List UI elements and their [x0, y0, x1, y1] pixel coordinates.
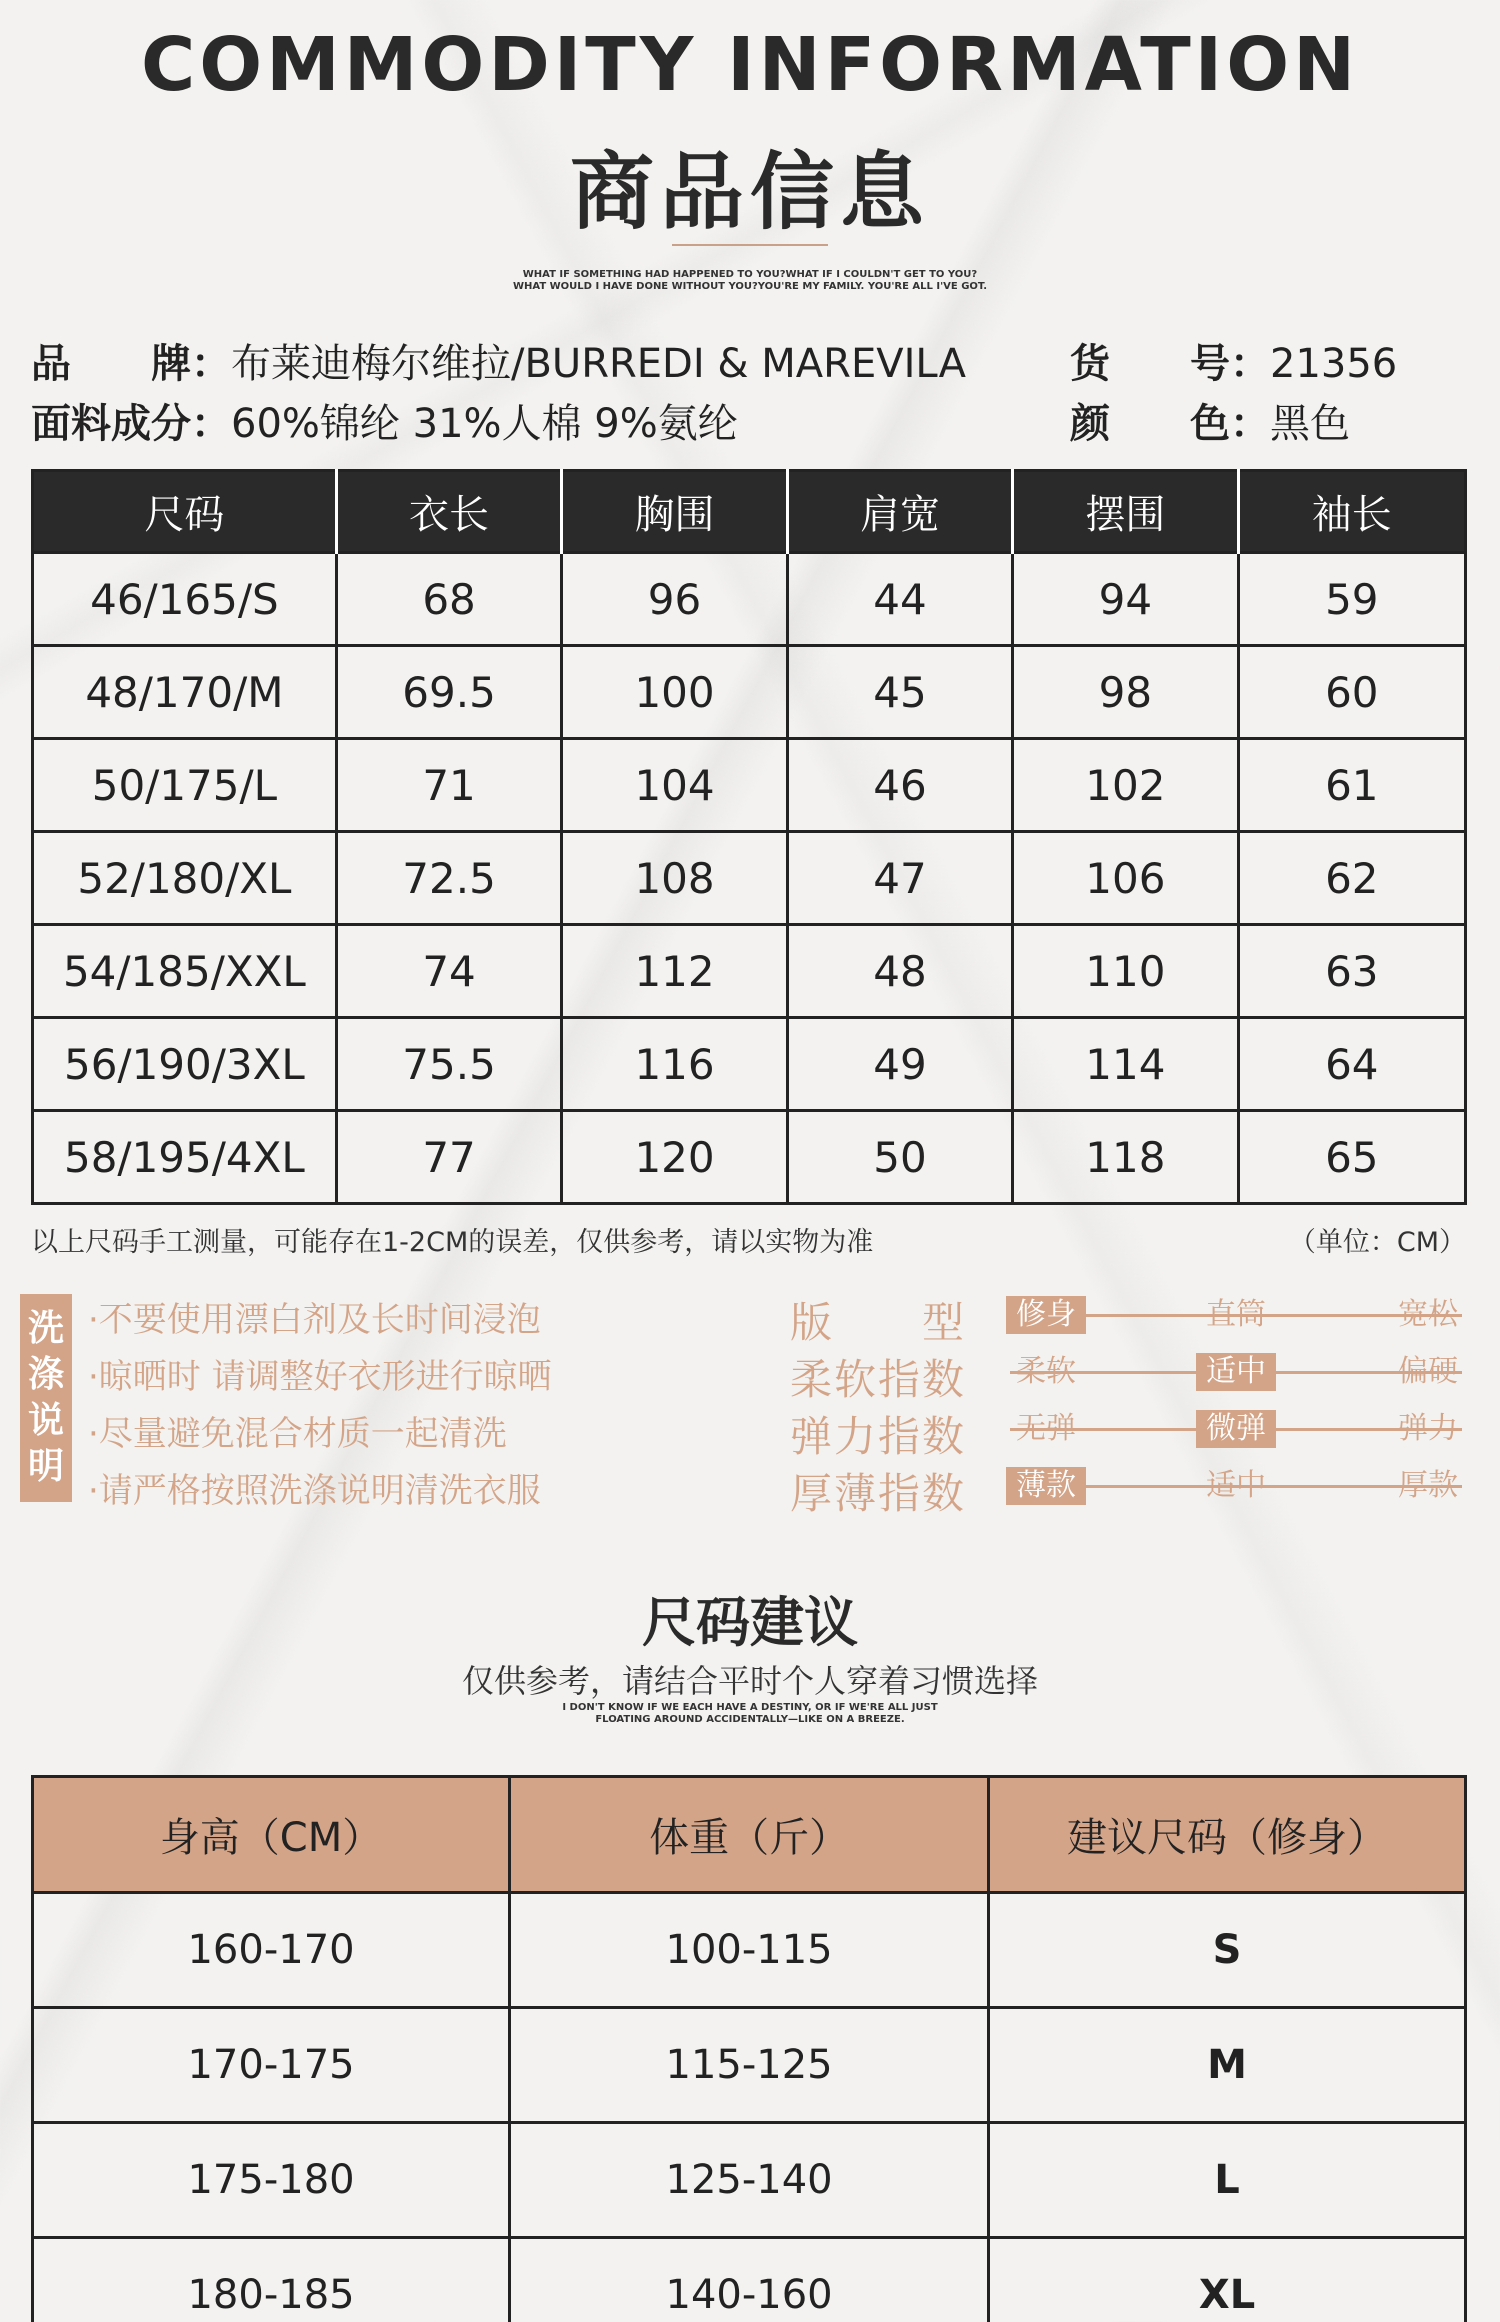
index-option: 厚款 — [1398, 1468, 1458, 1503]
fabric-label: 面料成分： — [31, 401, 231, 447]
cell-hem: 114 — [1013, 1018, 1238, 1111]
cell-shoulder: 45 — [787, 646, 1012, 739]
cell-size: 52/180/XL — [33, 832, 337, 925]
cell-weight: 100-115 — [510, 1893, 989, 2008]
cell-height: 160-170 — [33, 1893, 510, 2008]
brand-value: 布莱迪梅尔维拉/BURREDI & MAREVILA — [231, 341, 966, 387]
cell-shoulder: 46 — [787, 739, 1012, 832]
color-row — [1070, 392, 1350, 449]
cell-size: 56/190/3XL — [33, 1018, 337, 1111]
index-label-elasticity: 弹力指数 — [790, 1412, 967, 1461]
cell-chest: 120 — [562, 1111, 787, 1204]
index-option: 适中 — [1206, 1468, 1266, 1503]
cell-weight: 115-125 — [510, 2008, 989, 2123]
header-shoulder: 肩宽 — [787, 471, 1012, 553]
size-table-header — [33, 471, 1466, 553]
table-row — [33, 739, 1466, 832]
cell-weight: 125-140 — [510, 2123, 989, 2238]
cell-length: 75.5 — [336, 1018, 562, 1111]
cell-height: 175-180 — [33, 2123, 510, 2238]
suggestion-subtitle: 仅供参考，请结合平时个人穿着习惯选择 — [461, 1662, 1038, 1700]
index-label-softness: 柔软指数 — [790, 1355, 967, 1404]
cell-length: 74 — [336, 925, 562, 1018]
index-option: 柔软 — [1016, 1354, 1076, 1389]
measurement-note: 以上尺码手工测量，可能存在1-2CM的误差，仅供参考，请以实物为准 — [31, 1227, 874, 1258]
index-option: 弹力 — [1398, 1411, 1458, 1446]
title-english: COMMODITY INFORMATION — [140, 22, 1360, 108]
cell-shoulder: 47 — [787, 832, 1012, 925]
item-no-row — [1070, 332, 1397, 389]
cell-length: 69.5 — [336, 646, 562, 739]
unit-note: （单位：CM） — [1288, 1227, 1466, 1258]
wash-label-char: 说 — [27, 1400, 64, 1441]
wash-label-char: 明 — [27, 1446, 64, 1487]
cell-size: 54/185/XXL — [33, 925, 337, 1018]
fabric-row — [31, 392, 738, 449]
table-row — [33, 925, 1466, 1018]
cell-sleeve: 59 — [1238, 553, 1465, 646]
cell-hem: 102 — [1013, 739, 1238, 832]
cell-length: 71 — [336, 739, 562, 832]
cell-recommended-size: S — [989, 1893, 1466, 2008]
table-row — [33, 1111, 1466, 1204]
wash-label-char: 洗 — [27, 1308, 64, 1349]
size-recommendation-table — [31, 1775, 1467, 2322]
header-hem: 摆围 — [1013, 471, 1238, 553]
color-label: 颜 色： — [1070, 401, 1270, 447]
cell-shoulder: 50 — [787, 1111, 1012, 1204]
cell-chest: 104 — [562, 739, 787, 832]
index-option: 直筒 — [1206, 1297, 1266, 1332]
brand-row — [31, 332, 966, 389]
tagline-line-2: WHAT WOULD I HAVE DONE WITHOUT YOU?YOU'RE MY FAMILY. YOU'RE ALL I'VE GOT. — [512, 281, 988, 292]
wash-instructions-label — [20, 1294, 72, 1502]
index-label-fit: 版 型 — [790, 1298, 967, 1347]
cell-hem: 118 — [1013, 1111, 1238, 1204]
cell-size: 50/175/L — [33, 739, 337, 832]
index-option: 修身 — [1006, 1296, 1086, 1334]
cell-size: 46/165/S — [33, 553, 337, 646]
cell-shoulder: 44 — [787, 553, 1012, 646]
cell-sleeve: 62 — [1238, 832, 1465, 925]
index-label-thickness: 厚薄指数 — [790, 1469, 967, 1518]
index-option: 薄款 — [1006, 1467, 1086, 1505]
cell-hem: 98 — [1013, 646, 1238, 739]
header-recommended-size: 建议尺码（修身） — [989, 1777, 1466, 1893]
fabric-value: 60%锦纶 31%人棉 9%氨纶 — [231, 401, 738, 447]
cell-hem: 106 — [1013, 832, 1238, 925]
cell-weight: 140-160 — [510, 2238, 989, 2322]
index-option: 无弹 — [1016, 1411, 1076, 1446]
cell-recommended-size: M — [989, 2008, 1466, 2123]
cell-recommended-size: XL — [989, 2238, 1466, 2322]
suggestion-tagline-1: I DON'T KNOW IF WE EACH HAVE A DESTINY, OR IF WE'RE ALL JUST — [562, 1702, 938, 1713]
index-option: 微弹 — [1196, 1410, 1276, 1448]
wash-item: ·不要使用漂白剂及长时间浸泡 — [88, 1300, 541, 1340]
cell-hem: 110 — [1013, 925, 1238, 1018]
header-chest: 胸围 — [562, 471, 787, 553]
table-row — [33, 2008, 1466, 2123]
table-row — [33, 1018, 1466, 1111]
cell-chest: 96 — [562, 553, 787, 646]
cell-recommended-size: L — [989, 2123, 1466, 2238]
cell-length: 72.5 — [336, 832, 562, 925]
header-size: 尺码 — [33, 471, 337, 553]
header-sleeve: 袖长 — [1238, 471, 1465, 553]
cell-size: 48/170/M — [33, 646, 337, 739]
recommendation-header — [33, 1777, 1466, 1893]
cell-chest: 100 — [562, 646, 787, 739]
cell-sleeve: 64 — [1238, 1018, 1465, 1111]
table-row — [33, 1893, 1466, 2008]
brand-label: 品 牌： — [31, 341, 231, 387]
cell-sleeve: 65 — [1238, 1111, 1465, 1204]
header-weight: 体重（斤） — [510, 1777, 989, 1893]
title-divider — [672, 244, 828, 246]
color-value: 黑色 — [1270, 401, 1350, 447]
suggestion-title: 尺码建议 — [642, 1591, 858, 1654]
index-option: 宽松 — [1398, 1297, 1458, 1332]
tagline-line-1: WHAT IF SOMETHING HAD HAPPENED TO YOU?WHAT IF I COULDN'T GET TO YOU? — [522, 269, 978, 280]
cell-length: 68 — [336, 553, 562, 646]
item-no-label: 货 号： — [1070, 341, 1270, 387]
cell-height: 170-175 — [33, 2008, 510, 2123]
cell-shoulder: 49 — [787, 1018, 1012, 1111]
cell-hem: 94 — [1013, 553, 1238, 646]
cell-sleeve: 63 — [1238, 925, 1465, 1018]
wash-item: ·晾晒时 请调整好衣形进行晾晒 — [88, 1357, 552, 1397]
cell-height: 180-185 — [33, 2238, 510, 2322]
cell-shoulder: 48 — [787, 925, 1012, 1018]
table-row — [33, 553, 1466, 646]
header-length: 衣长 — [336, 471, 562, 553]
table-row — [33, 832, 1466, 925]
table-row — [33, 2123, 1466, 2238]
wash-item: ·请严格按照洗涤说明清洗衣服 — [88, 1471, 541, 1511]
cell-sleeve: 60 — [1238, 646, 1465, 739]
cell-chest: 108 — [562, 832, 787, 925]
title-chinese: 商品信息 — [569, 143, 930, 241]
item-no-value: 21356 — [1270, 341, 1398, 387]
suggestion-tagline-2: FLOATING AROUND ACCIDENTALLY—LIKE ON A BREEZE. — [595, 1714, 905, 1725]
table-row — [33, 2238, 1466, 2322]
table-row — [33, 646, 1466, 739]
wash-item: ·尽量避免混合材质一起清洗 — [88, 1414, 507, 1454]
cell-chest: 116 — [562, 1018, 787, 1111]
wash-label-char: 涤 — [27, 1354, 64, 1395]
header-height: 身高（CM） — [33, 1777, 510, 1893]
size-table — [31, 469, 1467, 1205]
cell-length: 77 — [336, 1111, 562, 1204]
index-option: 偏硬 — [1398, 1354, 1458, 1389]
index-option: 适中 — [1196, 1353, 1276, 1391]
cell-size: 58/195/4XL — [33, 1111, 337, 1204]
cell-sleeve: 61 — [1238, 739, 1465, 832]
cell-chest: 112 — [562, 925, 787, 1018]
